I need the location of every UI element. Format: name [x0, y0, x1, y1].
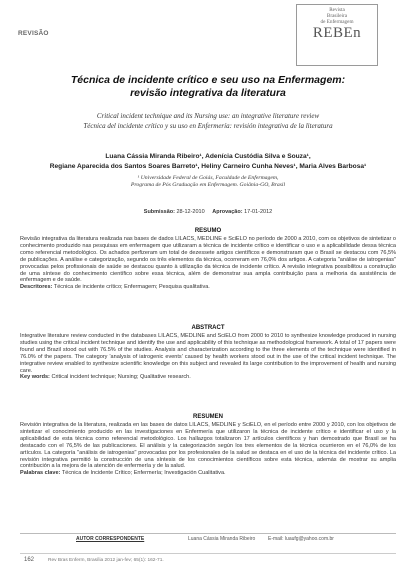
authors-line: Luana Cássia Miranda Ribeiro¹, Adenícia Custódia Silva e Souza¹, — [105, 153, 311, 160]
resumo-text: Revisão integrativa da literatura realizada nas bases de dados LILACS, MEDLINE e SciELO no período de 2000 a 2010, com os objetivos de sintetizar o conhecimento produzido nas pesquisas em enfermagem que utilizaram a técnica de incidente crítico e identificar o uso e a aplicabilidade dessa técnica como referencial metodológico. Os achados perfizeram um total de dezessete artigos científicos e demonstraram que o Brasil se destacou com 76,5% de publicações. A análise e categorização, segundo os três elementos da técnica, ocorreram em 76,0% dos artigos. A categoria "análise de iatrogenias" provocadas pelos profissionais de saúde se destacou quanto à utilização da técnica de incidente crítico. A revisão integrativa possibilitou a construção de uma síntese do conhecimento científico sobre essa técnica, além de demonstrar sua ampla contribuição para a melhoria da assistência de enfermagem e de saúde. — [20, 236, 396, 284]
english-title: Critical incident technique and its Nursing use: an integrative literature review — [96, 112, 320, 120]
corresponding-email[interactable]: E-mail: luaufg@yahoo.com.br — [268, 536, 334, 542]
resumo-keywords-label: Descritores: — [20, 284, 53, 291]
resumen-text: Revisión integrativa de la literatura, realizada en las bases de datos LILACS, MEDLINE y SciELO, en el período entre 2000 y 2010, con los objetivos de sintetizar el conocimiento producido en las investigaciones en Enfermería que utilizaron la técnica de incidente crítico e identificar el uso y la aplicabilidad de esta técnica como referencial metodológico. Los hallazgos totalizaron 17 artículos científicos y han demostrado que Brasil se ha destacado con el 76,5% de las publicaciones. El análisis y la categorización según los tres elementos de la técnica ocurrieron en el 76,0% de los artículos. La categoría "análisis de iatrogenias" provocadas por los profesionales de la salud se destaca en el uso de la técnica del incidente crítico. La revisión integrativa permitió la construcción de una síntesis de los conocimientos científicos sobre esta técnica, además de mostrar su amplia contribución a la mejora de la atención de enfermería y de la salud. — [20, 422, 396, 470]
journal-logo — [296, 4, 378, 66]
affiliation-line: ¹ Universidade Federal de Goiás, Faculdade de Enfermagem, — [137, 175, 279, 181]
corresponding-author — [20, 533, 396, 545]
logo-line: de Enfermagem — [320, 18, 354, 25]
page-number: 162 — [24, 557, 35, 563]
author-list — [24, 152, 392, 172]
resumen-heading: RESUMEN — [192, 414, 223, 420]
resumo-heading: RESUMO — [194, 228, 222, 234]
logo-line: Revista — [329, 7, 345, 13]
corresponding-name: Luana Cássia Miranda Ribeiro — [188, 536, 256, 542]
page-footer — [20, 553, 396, 563]
resumo-body — [20, 236, 396, 291]
resumo-keywords: Técnica de incidente crítico; Enfermagem; Pesquisa qualitativa. — [53, 284, 210, 291]
title-line: Técnica de incidente crítico e seu uso na Enfermagem: — [70, 74, 346, 86]
alternate-titles — [20, 112, 396, 131]
affiliation-line: Programa de Pós Graduação em Enfermagem. Goiânia-GO, Brasil — [130, 182, 286, 189]
authors-line: Regiane Aparecida dos Santos Soares Barreto¹, Heliny Carneiro Cunha Neves¹, Maria Alves Barbosa¹ — [49, 163, 367, 170]
resumen-body — [20, 422, 396, 477]
affiliation — [24, 175, 392, 190]
resumen-keywords: Técnica de Incidente Crítico; Enfermería; Investigación Cualitativa. — [61, 470, 226, 477]
approved-date: 17-01-2012 — [244, 209, 273, 215]
submitted-label: Submissão: — [143, 209, 175, 215]
corresponding-label: AUTOR CORRESPONDENTE — [76, 536, 145, 542]
submission-dates — [20, 209, 396, 215]
logo-main-text: REBEn — [312, 24, 362, 41]
journal-citation: Rev Bras Enferm, Brasília 2012 jan-fev; 65(1): 162-71. — [48, 558, 164, 563]
abstract-body — [20, 333, 396, 381]
title-line: revisão integrativa da literatura — [130, 87, 286, 99]
resumen-keywords-label: Palabras clave: — [20, 470, 61, 477]
abstract-text: Integrative literature review conducted in the databases LILACS, MEDLINE and SciELO from 2000 to 2010 to synthesize knowledge produced in nursing studies using the critical incident technique and identify the use and applicability of this technique as methodological framework. A total of 17 papers were found and Brazil stood out with 76.5% of the studies. Analysis and characterization according to the three elements of the technique were identified in 76.0% of the papers. The category 'analysis of iatrogenic events' caused by health workers stood out in the use of the critical incident technique. The integrative review enabled to synthesize scientific knowledge on this subject and revealed its large contribution to the improvement of health and nursing care. — [20, 333, 396, 374]
approved-label: Aprovação: — [212, 209, 243, 215]
abstract-heading: ABSTRACT — [191, 325, 225, 331]
article-title — [20, 74, 396, 100]
abstract-keywords-label: Key words: — [20, 374, 50, 381]
section-label: REVISÃO — [18, 30, 49, 37]
spanish-title: Técnica del incidente crítico y su uso en Enfermería: revisión integrativa de la literatura — [83, 121, 333, 130]
logo-line: Brasileira — [326, 12, 348, 19]
submitted-date: 28-12-2010 — [176, 209, 205, 215]
abstract-keywords: Critical incident technique; Nursing; Qualitative research. — [51, 374, 191, 381]
